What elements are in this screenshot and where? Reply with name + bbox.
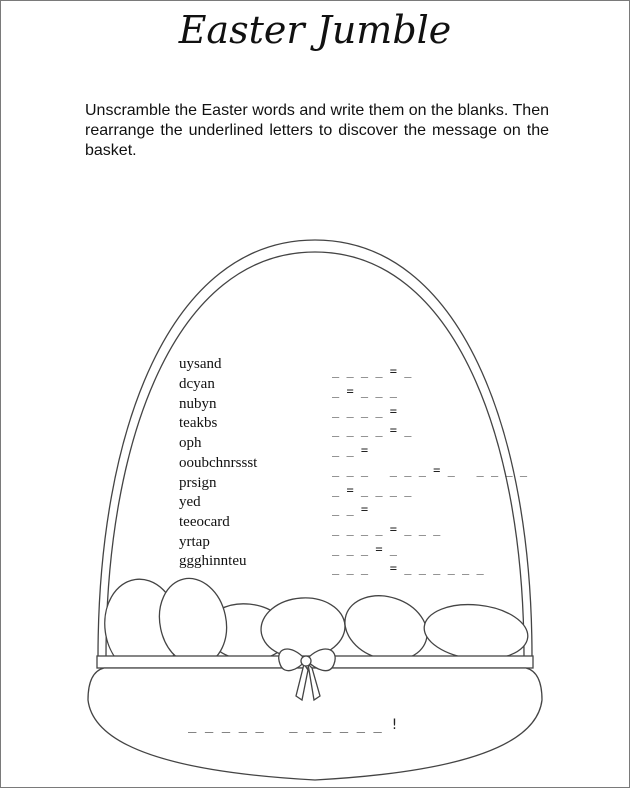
worksheet-title: Easter Jumble [178, 8, 452, 52]
scrambled-word: prsign [179, 475, 217, 491]
answer-blanks: _ _ _ = _ [332, 542, 398, 556]
answer-blanks: _ _ _ _ _ _ = _ _ _ _ _ [332, 463, 528, 477]
answer-blanks: _ _ _ _ = _ [332, 423, 412, 437]
scrambled-word: teakbs [179, 415, 218, 431]
answer-blanks: _ _ _ _ = [332, 404, 398, 418]
answer-blanks: _ _ _ _ = _ [332, 364, 412, 378]
scrambled-word: ooubchnrssst [179, 455, 258, 471]
scrambled-word: yed [179, 494, 201, 510]
answer-blanks: _ = _ _ _ [332, 384, 398, 398]
scrambled-word: nubyn [179, 396, 217, 412]
scrambled-word: uysand [179, 356, 222, 372]
egg [421, 600, 530, 665]
scrambled-word: ggghinnteu [179, 553, 247, 569]
basket-message-blanks: _ _ _ _ _ _ _ _ _ _ _ ! [188, 717, 399, 733]
scrambled-word: dcyan [179, 376, 215, 392]
instructions-text: Unscramble the Easter words and write them on the blanks. Then rearrange the underlined letters to discover the message on the basket. [85, 102, 549, 159]
answer-blanks: _ _ _ = _ _ _ _ _ _ [332, 561, 484, 575]
answer-blanks: _ _ = [332, 502, 369, 516]
scrambled-word: teeocard [179, 514, 230, 530]
scrambled-word: yrtap [179, 534, 210, 550]
bow-knot [301, 656, 311, 666]
answer-blanks: _ = _ _ _ _ [332, 483, 412, 497]
scrambled-word: oph [179, 435, 202, 451]
answer-blanks: _ _ = [332, 443, 369, 457]
answer-blanks: _ _ _ _ = _ _ _ [332, 522, 441, 536]
